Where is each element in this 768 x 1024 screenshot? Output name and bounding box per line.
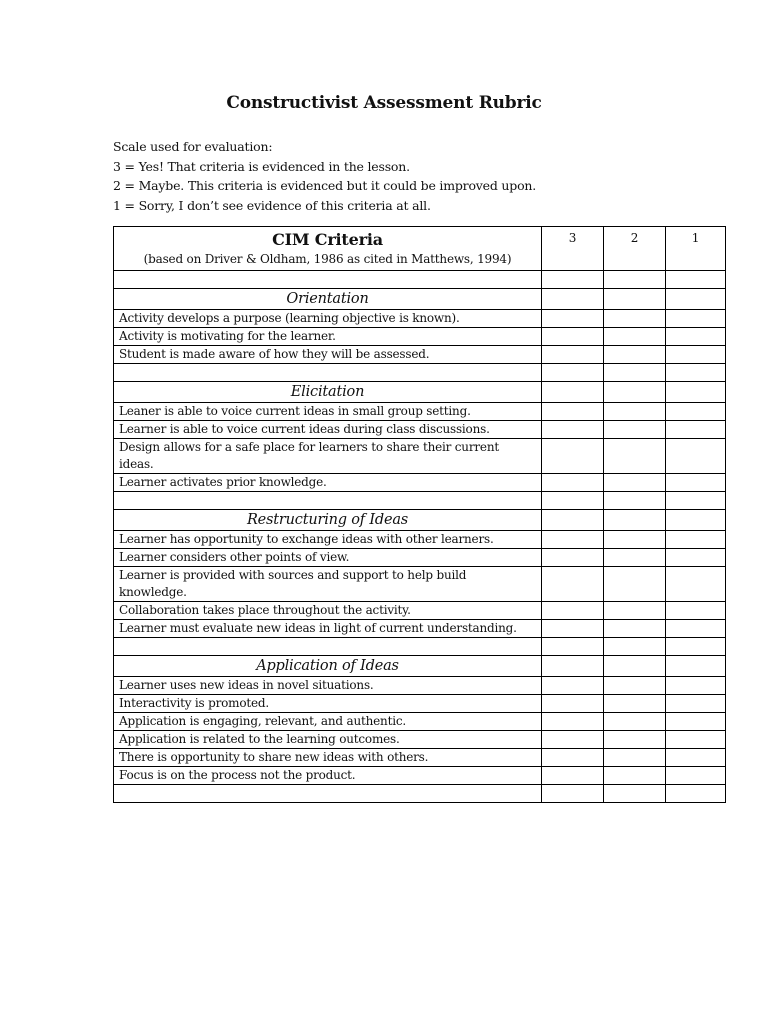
criteria-row (114, 695, 726, 713)
criteria-text: Application is related to the learning outcomes. (114, 731, 542, 749)
criteria-header-title: CIM Criteria (272, 230, 383, 249)
score-cell-1[interactable] (666, 767, 726, 785)
score-cell-2[interactable] (604, 695, 666, 713)
score-cell-3[interactable] (542, 549, 604, 567)
scale-line-2: 2 = Maybe. This criteria is evidenced but it could be improved upon. (113, 178, 537, 193)
criteria-row (114, 328, 726, 346)
score-cell-2[interactable] (604, 602, 666, 620)
criteria-text: Activity is motivating for the learner. (114, 328, 542, 346)
score-cell-2[interactable] (604, 549, 666, 567)
criteria-text: Collaboration takes place throughout the activity. (114, 602, 542, 620)
criteria-row (114, 439, 726, 474)
spacer-cell (114, 271, 542, 289)
criteria-text: Learner activates prior knowledge. (114, 474, 542, 492)
criteria-text: Leaner is able to voice current ideas in small group setting. (114, 403, 542, 421)
score-cell-2[interactable] (604, 289, 666, 310)
criteria-row (114, 749, 726, 767)
criteria-text: Learner uses new ideas in novel situations. (114, 677, 542, 695)
section-row (114, 289, 726, 310)
score-cell-3[interactable] (542, 656, 604, 677)
spacer-row (114, 364, 726, 382)
score-cell-2[interactable] (604, 510, 666, 531)
score-cell-3[interactable] (542, 602, 604, 620)
criteria-text: Application is engaging, relevant, and authentic. (114, 713, 542, 731)
score-column-2-header: 2 (604, 227, 666, 271)
score-cell-3[interactable] (542, 695, 604, 713)
criteria-text: There is opportunity to share new ideas with others. (114, 749, 542, 767)
score-cell[interactable] (604, 785, 666, 803)
criteria-row (114, 731, 726, 749)
score-cell-2[interactable] (604, 421, 666, 439)
criteria-text: Learner has opportunity to exchange ideas with other learners. (114, 531, 542, 549)
score-cell-2[interactable] (604, 310, 666, 328)
score-cell[interactable] (542, 638, 604, 656)
score-cell-2[interactable] (604, 731, 666, 749)
score-cell-3[interactable] (542, 620, 604, 638)
score-cell-3[interactable] (542, 328, 604, 346)
score-cell-1[interactable] (666, 731, 726, 749)
score-cell-3[interactable] (542, 749, 604, 767)
score-cell-1[interactable] (666, 510, 726, 531)
criteria-text: Learner is able to voice current ideas during class discussions. (114, 421, 542, 439)
criteria-row (114, 677, 726, 695)
spacer-row (114, 271, 726, 289)
score-cell-3[interactable] (542, 421, 604, 439)
criteria-row (114, 531, 726, 549)
score-column-1-header: 1 (666, 227, 726, 271)
score-cell-1[interactable] (666, 677, 726, 695)
criteria-row (114, 474, 726, 492)
criteria-row (114, 346, 726, 364)
score-cell[interactable] (542, 492, 604, 510)
score-cell-2[interactable] (604, 749, 666, 767)
criteria-row (114, 602, 726, 620)
score-cell-2[interactable] (604, 474, 666, 492)
criteria-row (114, 310, 726, 328)
scale-legend (113, 137, 536, 215)
score-cell-1[interactable] (666, 602, 726, 620)
score-cell[interactable] (542, 785, 604, 803)
score-cell-2[interactable] (604, 620, 666, 638)
section-row (114, 382, 726, 403)
score-cell[interactable] (542, 364, 604, 382)
score-cell-3[interactable] (542, 382, 604, 403)
score-cell-2[interactable] (604, 439, 666, 474)
score-cell-3[interactable] (542, 310, 604, 328)
criteria-text: Learner considers other points of view. (114, 549, 542, 567)
score-cell-3[interactable] (542, 567, 604, 602)
score-cell-1[interactable] (666, 421, 726, 439)
criteria-row (114, 549, 726, 567)
score-cell-3[interactable] (542, 510, 604, 531)
score-cell-1[interactable] (666, 289, 726, 310)
criteria-row (114, 421, 726, 439)
criteria-text: Student is made aware of how they will be assessed. (114, 346, 542, 364)
score-cell-3[interactable] (542, 403, 604, 421)
section-row (114, 510, 726, 531)
score-cell-1[interactable] (666, 713, 726, 731)
scale-heading: Scale used for evaluation: (113, 139, 273, 154)
scale-line-3: 3 = Yes! That criteria is evidenced in the lesson. (113, 158, 410, 174)
score-cell-3[interactable] (542, 713, 604, 731)
score-cell-1[interactable] (666, 656, 726, 677)
spacer-row (114, 785, 726, 803)
score-cell-1[interactable] (666, 439, 726, 474)
criteria-row (114, 767, 726, 785)
score-cell-1[interactable] (666, 695, 726, 713)
score-cell-3[interactable] (542, 439, 604, 474)
criteria-row (114, 620, 726, 638)
criteria-header-subtitle: (based on Driver & Oldham, 1986 as cited in Matthews, 1994) (143, 252, 512, 266)
criteria-row (114, 403, 726, 421)
score-cell-3[interactable] (542, 731, 604, 749)
score-cell-2[interactable] (604, 531, 666, 549)
score-cell-2[interactable] (604, 328, 666, 346)
section-heading: Application of Ideas (114, 656, 542, 677)
score-cell-2[interactable] (604, 656, 666, 677)
score-cell-3[interactable] (542, 677, 604, 695)
score-cell-1[interactable] (666, 403, 726, 421)
score-cell[interactable] (604, 271, 666, 289)
score-cell[interactable] (666, 364, 726, 382)
score-cell-2[interactable] (604, 677, 666, 695)
score-cell-1[interactable] (666, 310, 726, 328)
criteria-header-cell (114, 227, 542, 271)
score-cell[interactable] (604, 638, 666, 656)
score-cell-1[interactable] (666, 749, 726, 767)
section-heading: Orientation (114, 289, 542, 310)
score-cell-3[interactable] (542, 289, 604, 310)
score-cell-3[interactable] (542, 531, 604, 549)
score-cell[interactable] (666, 492, 726, 510)
section-row (114, 656, 726, 677)
page-title: Constructivist Assessment Rubric (226, 93, 542, 113)
criteria-text: Learner is provided with sources and support to help build knowledge. (114, 567, 542, 602)
score-cell-3[interactable] (542, 767, 604, 785)
spacer-row (114, 638, 726, 656)
spacer-cell (114, 364, 542, 382)
score-cell-1[interactable] (666, 474, 726, 492)
score-cell-1[interactable] (666, 620, 726, 638)
score-cell-2[interactable] (604, 713, 666, 731)
criteria-row (114, 713, 726, 731)
score-cell[interactable] (666, 785, 726, 803)
criteria-text: Focus is on the process not the product. (114, 767, 542, 785)
score-cell[interactable] (542, 271, 604, 289)
criteria-text: Design allows for a safe place for learners to share their current ideas. (114, 439, 542, 474)
score-cell-3[interactable] (542, 474, 604, 492)
criteria-text: Interactivity is promoted. (114, 695, 542, 713)
score-cell-2[interactable] (604, 382, 666, 403)
score-cell[interactable] (604, 492, 666, 510)
score-cell-1[interactable] (666, 567, 726, 602)
criteria-text: Learner must evaluate new ideas in light of current understanding. (114, 620, 542, 638)
spacer-cell (114, 638, 542, 656)
score-cell-1[interactable] (666, 549, 726, 567)
spacer-cell (114, 492, 542, 510)
table-header-row (114, 227, 726, 271)
score-cell-1[interactable] (666, 382, 726, 403)
score-cell[interactable] (666, 638, 726, 656)
section-heading: Restructuring of Ideas (114, 510, 542, 531)
spacer-cell (114, 785, 542, 803)
spacer-row (114, 492, 726, 510)
rubric-table (113, 226, 726, 803)
section-heading: Elicitation (114, 382, 542, 403)
score-cell-2[interactable] (604, 567, 666, 602)
score-cell-1[interactable] (666, 531, 726, 549)
criteria-text: Activity develops a purpose (learning objective is known). (114, 310, 542, 328)
scale-line-1: 1 = Sorry, I don’t see evidence of this criteria at all. (113, 197, 431, 213)
score-cell-2[interactable] (604, 403, 666, 421)
score-cell[interactable] (666, 271, 726, 289)
criteria-row (114, 567, 726, 602)
score-cell-1[interactable] (666, 346, 726, 364)
score-cell-2[interactable] (604, 767, 666, 785)
score-column-3-header: 3 (542, 227, 604, 271)
score-cell-2[interactable] (604, 346, 666, 364)
score-cell[interactable] (604, 364, 666, 382)
score-cell-1[interactable] (666, 328, 726, 346)
score-cell-3[interactable] (542, 346, 604, 364)
